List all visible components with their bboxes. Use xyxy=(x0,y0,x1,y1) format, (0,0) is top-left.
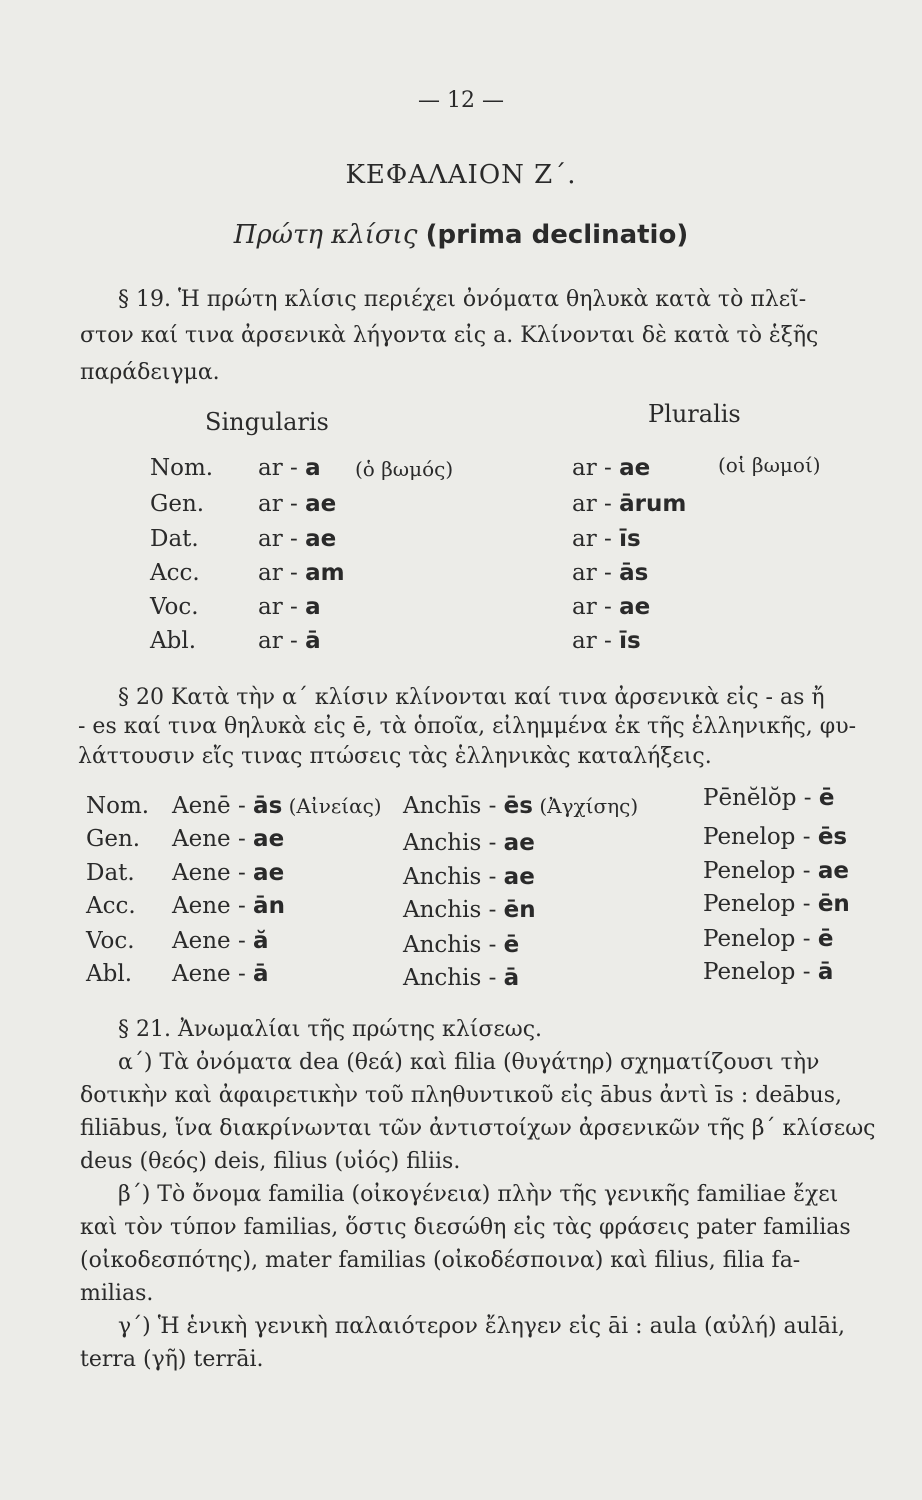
ending: ae xyxy=(817,858,849,884)
anchises-form xyxy=(403,932,519,958)
paradigm1-row xyxy=(0,526,922,560)
ending: a xyxy=(305,455,321,481)
stem: ar - xyxy=(572,560,620,586)
case-label: Voc. xyxy=(150,594,199,620)
case-label: Gen. xyxy=(86,826,141,852)
singular-form xyxy=(258,491,336,517)
case-label: Voc. xyxy=(86,928,135,954)
case-label: Dat. xyxy=(86,860,135,886)
ending: ae xyxy=(305,491,337,517)
ending: ē xyxy=(818,785,835,811)
case-label: Abl. xyxy=(86,961,132,987)
ending: ē xyxy=(817,926,834,952)
section20-line-2: - es καί τινα θηλυκὰ εἰς ē, τὰ ὁποῖα, εἰλημμένα ἐκ τῆς ἑλληνικῆς, φυ- xyxy=(78,714,857,739)
singular-form xyxy=(258,628,321,654)
subtitle-latin: (prima declinatio) xyxy=(425,220,689,250)
section21-line-6: β΄) Τὸ ὄνομα familia (οἰκογένεια) πλὴν τῆς γενικῆς familiae ἔχει xyxy=(118,1182,839,1207)
stem: Anchis - xyxy=(403,864,504,890)
chapter-heading: ΚΕΦΑΛΑΙΟΝ Ζ΄. xyxy=(345,160,577,190)
section19-line-1: § 19. Ἡ πρώτη κλίσις περιέχει ὀνόματα θηλυκὰ κατὰ τὸ πλεῖ- xyxy=(118,287,807,312)
section21-line-4: filiābus, ἵνα διακρίνωνται τῶν ἀντιστοίχων ἀρσενικῶν τῆς β΄ κλίσεως xyxy=(80,1116,876,1141)
aeneas-form xyxy=(172,793,382,819)
singular-header: Singularis xyxy=(205,408,329,436)
section19-line-3: παράδειγμα. xyxy=(80,360,220,385)
case-label: Nom. xyxy=(86,793,150,819)
stem: ar - xyxy=(258,628,306,654)
paradigm2-row xyxy=(0,961,922,995)
section21-line-3: δοτικὴν καὶ ἀφαιρετικὴν τοῦ πληθυντικοῦ εἰς ābus ἀντὶ īs : deābus, xyxy=(80,1083,842,1108)
penelope-form xyxy=(703,926,833,952)
stem: ar - xyxy=(572,491,620,517)
stem: ar - xyxy=(572,455,620,481)
stem: Aene - xyxy=(172,893,254,919)
ending: am xyxy=(305,560,345,586)
ending: īs xyxy=(619,628,641,654)
section21-line-5: deus (θεός) deis, filius (υἱός) filiis. xyxy=(80,1149,461,1174)
stem: ar - xyxy=(258,455,306,481)
ending: ēn xyxy=(817,891,850,917)
ending: ē xyxy=(503,932,520,958)
anchises-form xyxy=(403,793,638,819)
stem: Aene - xyxy=(172,961,254,987)
page-number: — 12 — xyxy=(418,88,504,113)
ending: ae xyxy=(503,864,535,890)
section20-line-3: λάττουσιν εἴς τινας πτώσεις τὰς ἑλληνικὰς καταλήξεις. xyxy=(78,744,712,769)
ending: ān xyxy=(253,893,285,919)
case-label: Acc. xyxy=(86,893,136,919)
section20-line-1: § 20 Κατὰ τὴν α΄ κλίσιν κλίνονται καί τινα ἀρσενικὰ εἰς - as ἤ xyxy=(118,685,825,710)
plural-note: (οἱ βωμοί) xyxy=(718,453,821,477)
stem: ar - xyxy=(258,594,306,620)
stem: Penelop - xyxy=(703,891,818,917)
paradigm1-row xyxy=(0,560,922,594)
ending: ēs xyxy=(817,824,848,850)
plural-header: Pluralis xyxy=(648,400,741,428)
stem: ar - xyxy=(572,526,620,552)
ending: ā xyxy=(305,628,321,654)
ending: ā xyxy=(503,965,520,991)
section21-line-2: α΄) Τὰ ὀνόματα dea (θεά) καὶ filia (θυγάτηρ) σχηματίζουσι τὴν xyxy=(118,1050,820,1075)
ending: ă xyxy=(253,928,269,954)
ending: ārum xyxy=(619,491,687,517)
ending: ās xyxy=(619,560,649,586)
singular-note: (ὁ βωμός) xyxy=(355,457,454,481)
penelope-form xyxy=(703,824,847,850)
anchises-form xyxy=(403,965,519,991)
section21-line-9: milias. xyxy=(80,1281,154,1306)
plural-form xyxy=(572,526,641,552)
ending: a xyxy=(305,594,321,620)
penelope-form xyxy=(703,959,833,985)
paradigm1-row xyxy=(0,491,922,525)
paradigm2-row xyxy=(0,826,922,860)
paradigm2-row xyxy=(0,893,922,927)
anchises-form xyxy=(403,864,535,890)
section21-line-7: καὶ τὸν τύπον familias, ὅστις διεσώθη εἰς τὰς φράσεις pater familias xyxy=(80,1215,851,1240)
plural-form xyxy=(572,594,650,620)
section21-line-1: § 21. Ἀνωμαλίαι τῆς πρώτης κλίσεως. xyxy=(118,1017,543,1042)
penelope-form xyxy=(703,891,850,917)
paradigm2-row xyxy=(0,860,922,894)
paradigm2-row xyxy=(0,785,922,827)
plural-form xyxy=(572,455,650,481)
aeneas-form xyxy=(172,961,269,987)
stem: Penelop - xyxy=(703,824,818,850)
ending: ae xyxy=(503,830,535,856)
plural-form xyxy=(572,560,648,586)
chapter-subtitle xyxy=(0,220,922,250)
case-label: Dat. xyxy=(150,526,199,552)
section21-line-8: (οἰκοδεσπότης), mater familias (οἰκοδέσποινα) καὶ filius, filia fa- xyxy=(80,1248,801,1273)
aeneas-form xyxy=(172,826,284,852)
singular-form xyxy=(258,526,336,552)
stem: ar - xyxy=(572,628,620,654)
penelope-form xyxy=(703,785,834,811)
stem: ar - xyxy=(258,560,306,586)
stem: Anchis - xyxy=(403,932,504,958)
anchises-form xyxy=(403,897,536,923)
case-label: Gen. xyxy=(150,491,205,517)
greek-note: (Αἰνείας) xyxy=(282,794,382,818)
section19-line-2: στον καί τινα ἀρσενικὰ λήγοντα εἰς a. Κλίνονται δὲ κατὰ τὸ ἑξῆς xyxy=(80,323,819,348)
section21-line-10: γ΄) Ἡ ἑνικὴ γενικὴ παλαιότερον ἔληγεν εἰς āi : aula (αὐλή) aulāi, xyxy=(118,1314,845,1339)
stem: ar - xyxy=(258,526,306,552)
penelope-form xyxy=(703,858,849,884)
stem: ar - xyxy=(572,594,620,620)
ending: ae xyxy=(253,826,285,852)
stem: Anchīs - xyxy=(403,793,504,819)
case-label: Abl. xyxy=(150,628,196,654)
greek-note: (Ἀγχίσης) xyxy=(532,794,639,818)
stem: Aenē - xyxy=(172,793,254,819)
ending: ēs xyxy=(503,793,533,819)
stem: Anchis - xyxy=(403,965,504,991)
stem: ar - xyxy=(258,491,306,517)
plural-form xyxy=(572,628,641,654)
stem: Aene - xyxy=(172,928,254,954)
stem: Aene - xyxy=(172,826,254,852)
ending: ā xyxy=(253,961,269,987)
ending: ae xyxy=(619,594,651,620)
subtitle-greek: Πρώτη κλίσις xyxy=(233,220,418,250)
ending: ae xyxy=(305,526,337,552)
stem: Penelop - xyxy=(703,959,818,985)
paradigm2-row xyxy=(0,928,922,962)
stem: Penelop - xyxy=(703,926,818,952)
stem: Aene - xyxy=(172,860,254,886)
aeneas-form xyxy=(172,893,285,919)
singular-form xyxy=(258,594,321,620)
ending: ae xyxy=(253,860,285,886)
paradigm1-row xyxy=(0,594,922,628)
anchises-form xyxy=(403,830,535,856)
ending: ēn xyxy=(503,897,536,923)
aeneas-form xyxy=(172,860,284,886)
ending: ās xyxy=(253,793,283,819)
singular-form xyxy=(258,560,345,586)
section21-line-11: terra (γῆ) terrāi. xyxy=(80,1347,264,1372)
case-label: Acc. xyxy=(150,560,200,586)
stem: Anchis - xyxy=(403,830,504,856)
paradigm1-row xyxy=(0,628,922,662)
stem: Pēnĕlŏp - xyxy=(703,785,819,811)
aeneas-form xyxy=(172,928,269,954)
singular-form xyxy=(258,455,321,481)
stem: Penelop - xyxy=(703,858,818,884)
plural-form xyxy=(572,491,686,517)
ending: ae xyxy=(619,455,651,481)
stem: Anchis - xyxy=(403,897,504,923)
ending: ā xyxy=(817,959,834,985)
ending: īs xyxy=(619,526,641,552)
paradigm1-row xyxy=(0,455,922,489)
case-label: Nom. xyxy=(150,455,214,481)
